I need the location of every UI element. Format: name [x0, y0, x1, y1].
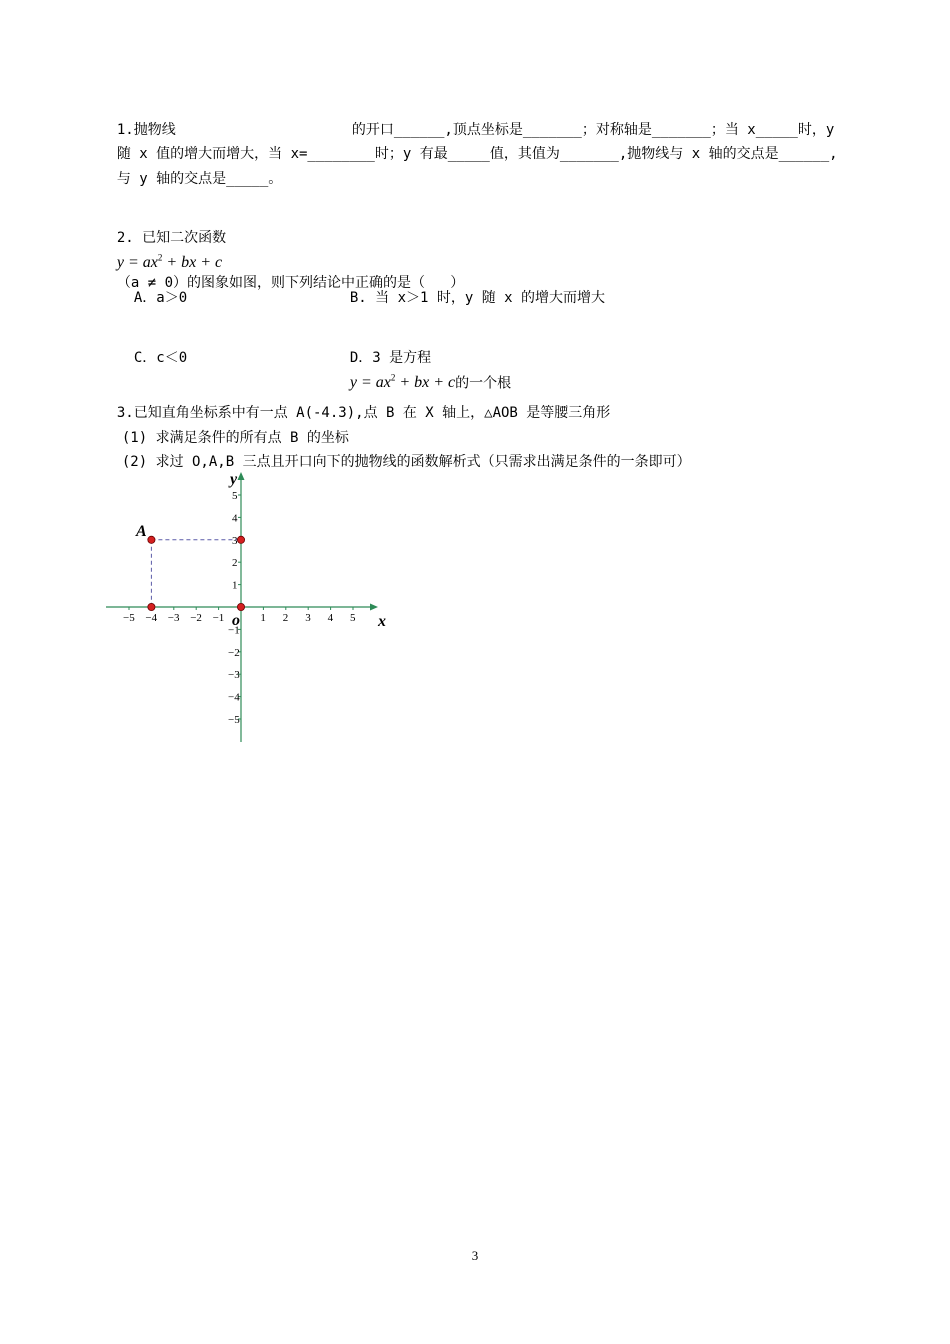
- q2-stem-b: 的图象如图，则下列结论中正确的是（ ）: [187, 275, 465, 292]
- y-tick-label: −3: [228, 669, 240, 682]
- x-tick-label: −2: [190, 612, 202, 624]
- q2-condition: （a ≠ 0）: [116, 275, 188, 292]
- origin-label: o: [232, 612, 240, 629]
- q2-option-a: A．a＞0: [133, 290, 188, 306]
- y-tick-label: 5: [232, 490, 238, 502]
- q2-formula: $y = ax^2$ + bx + c: [116, 253, 223, 272]
- y-tick-label: 2: [232, 557, 238, 570]
- q1-text-b: 的开口______,顶点坐标是_______；对称轴是_______；当 x_____时，y: [351, 122, 835, 138]
- x-tick-label: −3: [167, 612, 180, 624]
- y-axis-label: y: [230, 471, 238, 488]
- point-a-label: A: [136, 523, 147, 540]
- q3-stem: 3.已知直角坐标系中有一点 A(-4.3),点 B 在 X 轴上，△AOB 是等腰三角形: [116, 405, 611, 421]
- x-tick-label: 4: [327, 612, 334, 624]
- q2-option-d-formula: $y = ax^2$ + bx + c: [349, 373, 456, 392]
- q2-option-c: C．c＜0: [133, 350, 188, 366]
- q3-part2: (2) 求过 O,A,B 三点且开口向下的抛物线的函数解析式（只需求出满足条件的一条即可）: [121, 454, 691, 470]
- point-x-4: [148, 603, 155, 610]
- q1-text-line3: 与 y 轴的交点是_____。: [116, 171, 283, 187]
- x-tick-label: 2: [282, 612, 289, 624]
- q1-text-a: 1.抛物线: [116, 122, 176, 138]
- y-tick-label: 3: [232, 534, 238, 547]
- coordinate-graph: [100, 466, 400, 751]
- y-axis-arrow: [238, 472, 245, 480]
- page-number: 3: [471, 1248, 479, 1263]
- x-tick-label: −5: [123, 612, 135, 624]
- x-tick-label: 3: [305, 612, 311, 624]
- q3-part1: (1) 求满足条件的所有点 B 的坐标: [121, 430, 349, 446]
- x-tick-label: 1: [260, 612, 266, 624]
- x-axis-arrow: [370, 604, 378, 611]
- point-origin: [237, 603, 244, 610]
- y-tick-label: −4: [228, 691, 240, 704]
- point-a: [148, 536, 155, 543]
- q2-option-b: B. 当 x＞1 时，y 随 x 的增大而增大: [349, 290, 606, 306]
- y-tick-label: −2: [228, 646, 240, 659]
- q2-option-d-b: 的一个根: [455, 375, 512, 392]
- y-tick-label: 4: [232, 512, 238, 525]
- point-y3: [237, 536, 244, 543]
- y-tick-label: −5: [228, 714, 240, 726]
- x-axis-label: x: [378, 613, 386, 630]
- x-tick-label: −4: [145, 612, 158, 624]
- x-tick-label: 5: [350, 612, 356, 624]
- q2-stem-a: 2. 已知二次函数: [116, 230, 227, 246]
- q2-option-d-a: D．3 是方程: [349, 350, 432, 366]
- y-tick-label: 1: [232, 579, 238, 592]
- y-tick-label: −1: [228, 624, 240, 637]
- q1-text-line2: 随 x 值的增大而增大，当 x=________时；y 有最_____值，其值为_______,抛物线与 x 轴的交点是______,: [116, 146, 838, 162]
- x-tick-label: −1: [212, 612, 225, 624]
